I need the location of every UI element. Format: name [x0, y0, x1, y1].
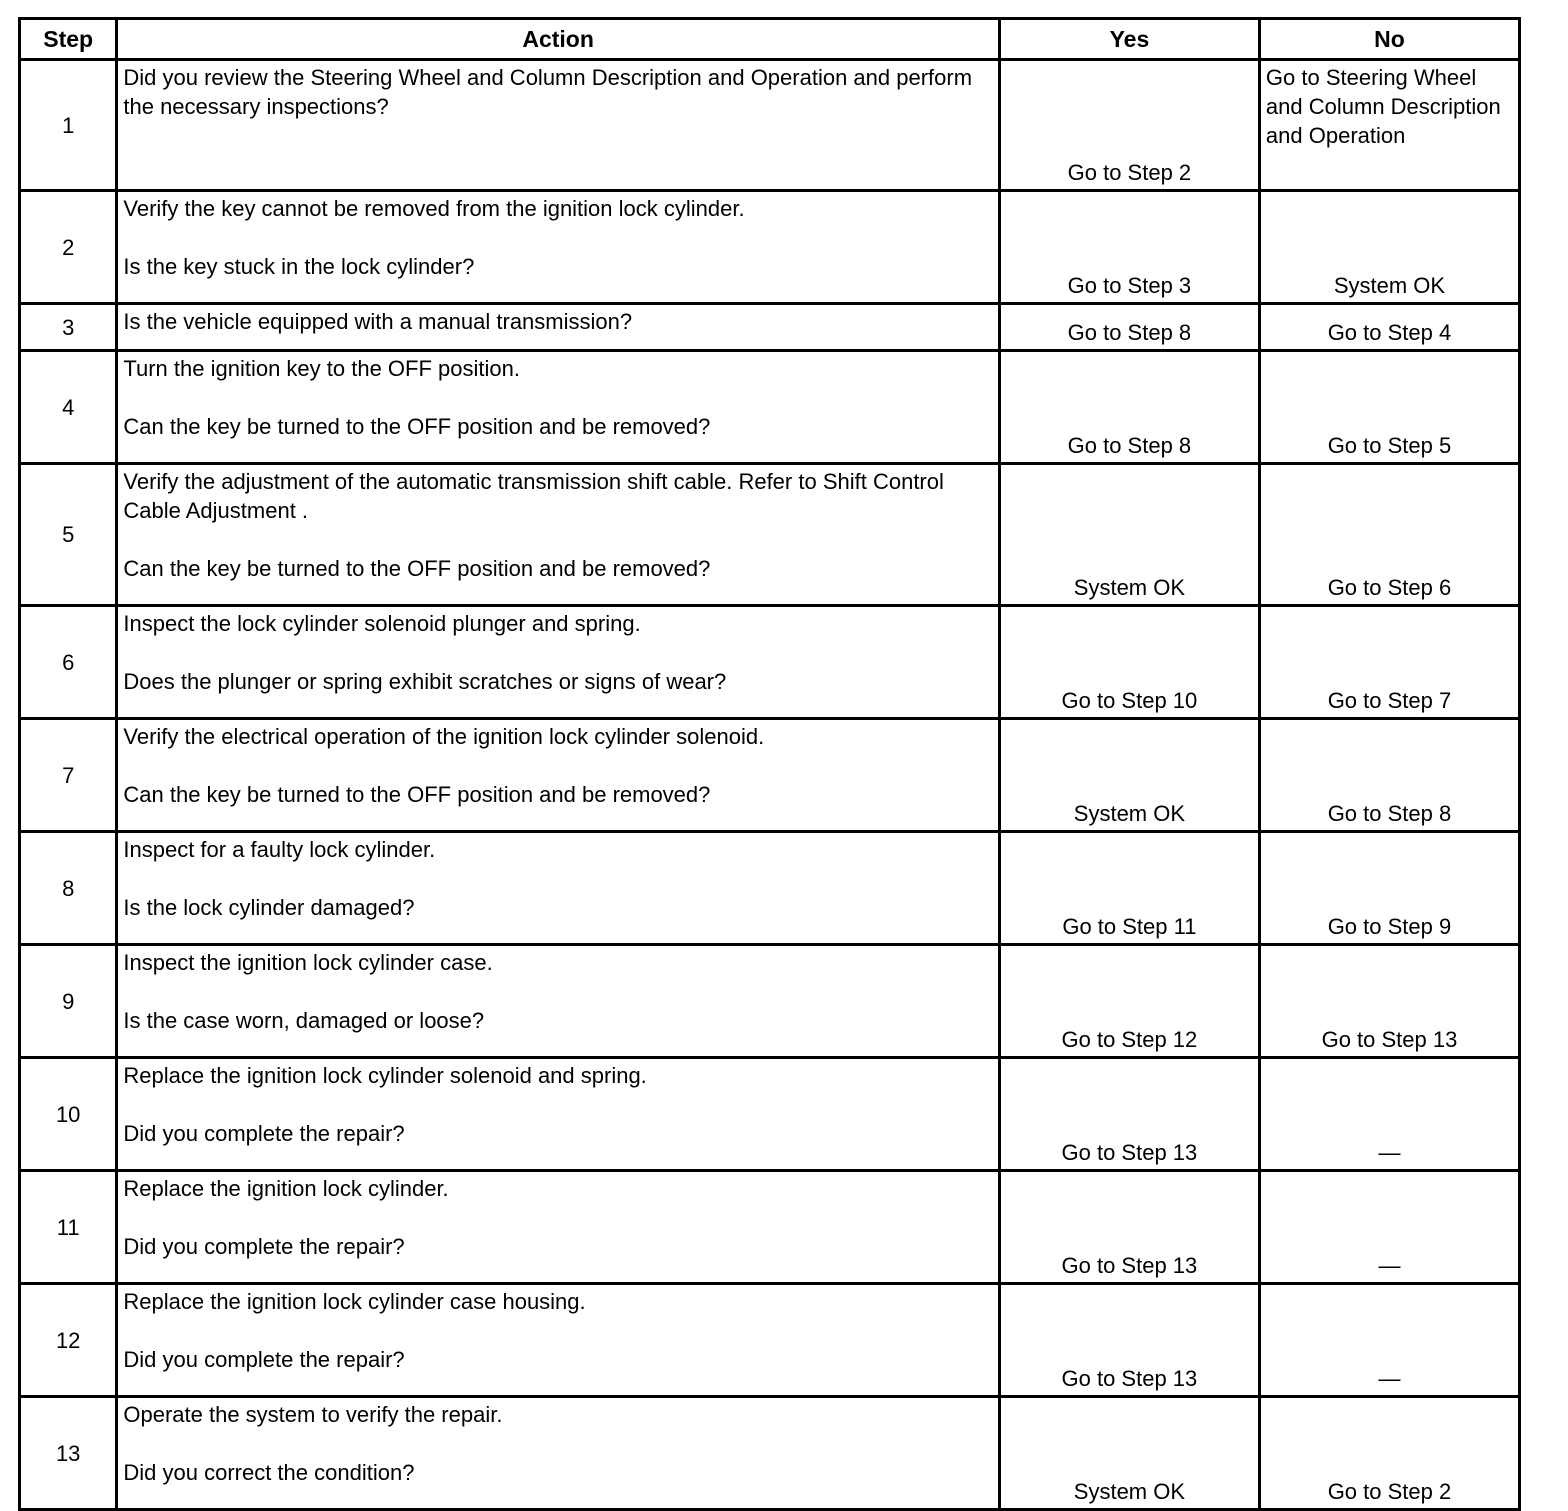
action-question: Does the plunger or spring exhibit scratches or signs of wear?: [123, 669, 727, 694]
action-text: Replace the ignition lock cylinder solenoid and spring.: [123, 1063, 647, 1088]
table-row: [20, 945, 1520, 1058]
table-row: [20, 60, 1520, 191]
action-cell: [117, 464, 1000, 606]
action-question: Did you complete the repair?: [123, 1121, 405, 1146]
action-text: Verify the electrical operation of the ignition lock cylinder solenoid.: [123, 724, 765, 749]
action-text: Verify the key cannot be removed from the ignition lock cylinder.: [123, 196, 745, 221]
action-cell: [117, 719, 1000, 832]
step-number: 7: [20, 719, 117, 832]
no-result: —: [1259, 1171, 1519, 1284]
action-cell: [117, 945, 1000, 1058]
no-result: Go to Step 4: [1259, 304, 1519, 351]
header-yes: Yes: [999, 19, 1259, 60]
no-result: Go to Step 9: [1259, 832, 1519, 945]
step-number: 11: [20, 1171, 117, 1284]
diagnostic-table: [18, 17, 1521, 1511]
action-text: Inspect the lock cylinder solenoid plunger and spring.: [123, 611, 641, 636]
step-number: 5: [20, 464, 117, 606]
no-result: —: [1259, 1058, 1519, 1171]
action-cell: [117, 60, 1000, 191]
table-row: [20, 1171, 1520, 1284]
no-result: Go to Step 13: [1259, 945, 1519, 1058]
yes-result: Go to Step 3: [999, 191, 1259, 304]
step-number: 6: [20, 606, 117, 719]
diagnostic-table-container: [18, 17, 1521, 1511]
table-row: [20, 351, 1520, 464]
action-question: Did you complete the repair?: [123, 1234, 405, 1259]
yes-result: Go to Step 13: [999, 1284, 1259, 1397]
yes-result: Go to Step 8: [999, 304, 1259, 351]
yes-result: Go to Step 13: [999, 1058, 1259, 1171]
no-result: Go to Step 7: [1259, 606, 1519, 719]
yes-result: Go to Step 8: [999, 351, 1259, 464]
action-text: Did you review the Steering Wheel and Column Description and Operation and perform the necessary inspections?: [123, 65, 973, 119]
action-text: Replace the ignition lock cylinder case housing.: [123, 1289, 586, 1314]
action-question: Can the key be turned to the OFF position and be removed?: [123, 414, 711, 439]
action-cell: [117, 1397, 1000, 1510]
action-cell: [117, 832, 1000, 945]
header-step: Step: [20, 19, 117, 60]
yes-result: System OK: [999, 1397, 1259, 1510]
action-question: Is the key stuck in the lock cylinder?: [123, 254, 475, 279]
action-cell: [117, 1171, 1000, 1284]
step-number: 4: [20, 351, 117, 464]
table-row: [20, 719, 1520, 832]
no-result: Go to Steering Wheel and Column Description and Operation: [1259, 60, 1519, 191]
step-number: 8: [20, 832, 117, 945]
action-text: Inspect the ignition lock cylinder case.: [123, 950, 493, 975]
table-row: [20, 1058, 1520, 1171]
no-result: Go to Step 6: [1259, 464, 1519, 606]
action-text: Inspect for a faulty lock cylinder.: [123, 837, 436, 862]
header-row: [20, 19, 1520, 60]
action-text: Is the vehicle equipped with a manual transmission?: [123, 309, 633, 334]
yes-result: System OK: [999, 719, 1259, 832]
step-number: 1: [20, 60, 117, 191]
step-number: 9: [20, 945, 117, 1058]
action-cell: [117, 606, 1000, 719]
table-row: [20, 832, 1520, 945]
yes-result: Go to Step 10: [999, 606, 1259, 719]
action-question: Is the lock cylinder damaged?: [123, 895, 415, 920]
table-row: [20, 1397, 1520, 1510]
step-number: 2: [20, 191, 117, 304]
step-number: 3: [20, 304, 117, 351]
no-result: Go to Step 8: [1259, 719, 1519, 832]
yes-result: System OK: [999, 464, 1259, 606]
action-cell: [117, 351, 1000, 464]
no-result: —: [1259, 1284, 1519, 1397]
action-cell: [117, 1284, 1000, 1397]
table-row: [20, 191, 1520, 304]
action-cell: [117, 1058, 1000, 1171]
header-action: Action: [117, 19, 1000, 60]
no-result: System OK: [1259, 191, 1519, 304]
yes-result: Go to Step 11: [999, 832, 1259, 945]
yes-result: Go to Step 12: [999, 945, 1259, 1058]
no-result: Go to Step 5: [1259, 351, 1519, 464]
action-text: Turn the ignition key to the OFF position.: [123, 356, 520, 381]
action-question: Can the key be turned to the OFF position and be removed?: [123, 782, 711, 807]
step-number: 12: [20, 1284, 117, 1397]
table-row: [20, 304, 1520, 351]
table-row: [20, 606, 1520, 719]
action-question: Did you complete the repair?: [123, 1347, 405, 1372]
yes-result: Go to Step 2: [999, 60, 1259, 191]
action-question: Can the key be turned to the OFF position and be removed?: [123, 556, 711, 581]
header-no: No: [1259, 19, 1519, 60]
action-question: Is the case worn, damaged or loose?: [123, 1008, 485, 1033]
table-row: [20, 464, 1520, 606]
action-cell: [117, 191, 1000, 304]
no-result: Go to Step 2: [1259, 1397, 1519, 1510]
table-row: [20, 1284, 1520, 1397]
step-number: 10: [20, 1058, 117, 1171]
action-text: Replace the ignition lock cylinder.: [123, 1176, 449, 1201]
step-number: 13: [20, 1397, 117, 1510]
yes-result: Go to Step 13: [999, 1171, 1259, 1284]
action-text: Verify the adjustment of the automatic transmission shift cable. Refer to Shift Control Cable Adjustment .: [123, 469, 944, 523]
action-text: Operate the system to verify the repair.: [123, 1402, 503, 1427]
action-cell: [117, 304, 1000, 351]
action-question: Did you correct the condition?: [123, 1460, 415, 1485]
